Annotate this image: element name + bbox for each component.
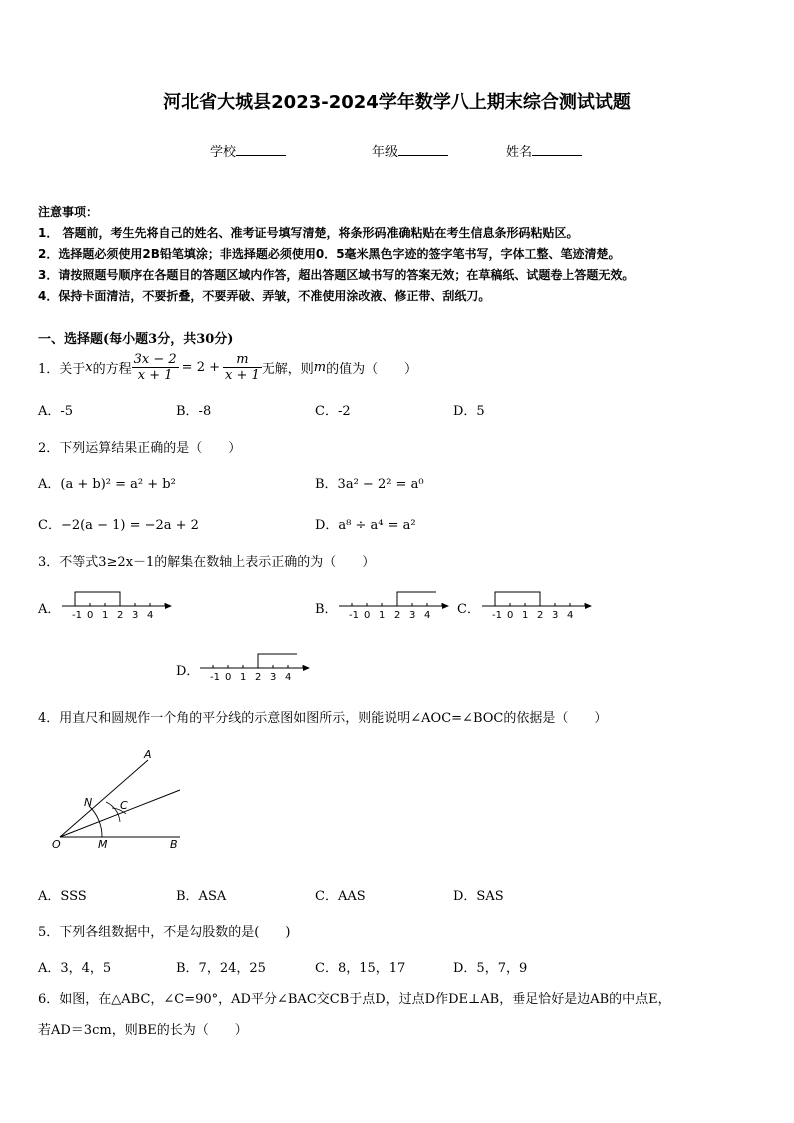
- point-label-m: M: [98, 838, 108, 851]
- name-blank: [532, 143, 582, 156]
- tick-label: 0: [225, 672, 232, 683]
- tick-label: 1: [102, 610, 109, 621]
- q1-prefix: 1．关于: [38, 361, 86, 377]
- solution-bracket: [75, 592, 120, 606]
- q5-option-a: A．3，4，5: [38, 961, 112, 976]
- tick-label: 4: [567, 610, 574, 621]
- tick-label: 4: [285, 672, 292, 683]
- tick-label: 3: [132, 610, 139, 621]
- tick-label: 2: [537, 610, 544, 621]
- note-item: 3．请按照题号顺序在各题目的答题区域内作答，超出答题区域书写的答案无效；在草稿纸、试题卷上答题无效。: [38, 268, 635, 282]
- tick-label: 0: [507, 610, 514, 621]
- arc-from-m: [106, 802, 120, 822]
- q4-angle-bisector-figure: [40, 740, 200, 855]
- q1-fraction-1: [132, 352, 179, 383]
- q4-option-a: A．SSS: [38, 889, 87, 904]
- q4-option-b: B．ASA: [176, 889, 227, 904]
- q3-label-d: D．: [176, 664, 200, 679]
- point-label-b: B: [170, 838, 178, 851]
- point-label-o: O: [52, 838, 61, 851]
- q1-frac2-numerator: m: [223, 352, 262, 368]
- q1-suffix: 无解，则: [261, 361, 314, 377]
- tick-label: 2: [117, 610, 124, 621]
- school-blank: [236, 143, 286, 156]
- section-heading: 一、选择题(每小题3分，共30分): [38, 332, 234, 347]
- q3-number-line-d: [198, 648, 318, 684]
- q3-number-line-b: [337, 586, 457, 622]
- q1-var-m: m: [313, 359, 327, 375]
- grade-blank: [398, 143, 448, 156]
- point-label-a: A: [144, 748, 152, 761]
- q3-label-a: A．: [38, 602, 61, 617]
- tick-label: 1: [379, 610, 386, 621]
- tick-label: 0: [87, 610, 94, 621]
- page-title: 河北省大城县2023-2024学年数学八上期末综合测试试题: [163, 92, 631, 113]
- tick-label: 4: [147, 610, 154, 621]
- tick-label: 3: [409, 610, 416, 621]
- q4-option-c: C．AAS: [315, 889, 366, 904]
- q1-option-c: C．-2: [315, 404, 351, 419]
- point-label-c: C: [120, 799, 128, 812]
- name-label: 姓名: [506, 145, 533, 160]
- solution-bracket: [495, 592, 540, 606]
- axis-arrow: [303, 665, 310, 671]
- tick-label: 2: [394, 610, 401, 621]
- q3-label-b: B．: [315, 602, 338, 617]
- question-1-stem: [38, 348, 417, 386]
- tick-label: 3: [270, 672, 277, 683]
- tick-label: 0: [364, 610, 371, 621]
- q2-option-a: A．(a + b)² = a² + b²: [38, 477, 176, 492]
- note-item: 4．保持卡面清洁，不要折叠，不要弄破、弄皱，不准使用涂改液、修正带、刮纸刀。: [38, 289, 491, 303]
- question-6-line-2: 若AD＝3cm，则BE的长为（ ）: [38, 1023, 248, 1038]
- q2-option-b: B．3a² − 2² = a⁰: [315, 477, 424, 492]
- tick-label: 2: [255, 672, 262, 683]
- q1-frac1-numerator: 3x − 2: [133, 351, 177, 367]
- q1-var-x: x: [85, 359, 93, 375]
- q4-option-d: D．SAS: [453, 889, 504, 904]
- ray-oc: [60, 790, 180, 837]
- q1-option-b: B．-8: [176, 404, 212, 419]
- ray-oa: [60, 760, 148, 837]
- q5-option-c: C．8，15，17: [315, 961, 406, 976]
- solution-bracket: [258, 654, 297, 668]
- q1-option-d: D．5: [453, 404, 485, 419]
- q3-number-line-a: [60, 586, 180, 622]
- question-5-stem: 5．下列各组数据中，不是勾股数的是( ): [38, 925, 291, 940]
- axis-arrow: [165, 603, 172, 609]
- grade-label: 年级: [372, 145, 399, 160]
- tick-label: -1: [72, 610, 82, 621]
- question-2-stem: 2．下列运算结果正确的是（ ）: [38, 441, 242, 456]
- q2-option-d: D．a⁸ ÷ a⁴ = a²: [315, 518, 416, 533]
- axis-arrow: [442, 603, 449, 609]
- tick-label: 4: [424, 610, 431, 621]
- q1-frac1-denominator: x + 1: [137, 367, 173, 383]
- q5-option-d: D．5，7，9: [453, 961, 528, 976]
- q5-option-b: B．7，24，25: [176, 961, 266, 976]
- school-field: [210, 141, 286, 160]
- point-label-n: N: [84, 796, 93, 809]
- question-4-stem: 4．用直尺和圆规作一个角的平分线的示意图如图所示，则能说明∠AOC=∠BOC的依据是（ ）: [38, 711, 608, 726]
- tick-label: 1: [240, 672, 247, 683]
- grade-field: [372, 141, 448, 160]
- q3-label-c: C．: [457, 602, 480, 617]
- axis-arrow: [585, 603, 592, 609]
- q1-equals: = 2 +: [181, 359, 220, 375]
- note-item: 2．选择题必须使用2B铅笔填涂；非选择题必须使用0．5毫米黑色字迹的签字笔书写，字体工整、笔迹清楚。: [38, 247, 621, 261]
- tick-label: -1: [349, 610, 359, 621]
- tick-label: -1: [492, 610, 502, 621]
- solution-bracket: [397, 592, 436, 606]
- q1-mid: 的方程: [92, 361, 132, 377]
- question-6-line-1: 6．如图，在△ABC，∠C=90°，AD平分∠BAC交CB于点D，过点D作DE⊥AB，垂足恰好是边AB的中点E，: [38, 992, 671, 1007]
- name-field: [506, 141, 582, 160]
- q1-option-a: A．-5: [38, 404, 74, 419]
- notes-heading: 注意事项：: [38, 205, 99, 219]
- question-3-stem: 3．不等式3≥2x－1的解集在数轴上表示正确的为（ ）: [38, 555, 376, 570]
- q2-option-c: C．−2(a − 1) = −2a + 2: [38, 518, 199, 533]
- q3-number-line-c: [480, 586, 600, 622]
- q1-frac2-denominator: x + 1: [225, 367, 260, 383]
- q1-tail: 的值为（ ）: [326, 361, 418, 377]
- q1-fraction-2: [223, 352, 262, 383]
- note-item: 1． 答题前，考生先将自己的姓名、准考证号填写清楚，将条形码准确粘贴在考生信息条形码粘贴区。: [38, 226, 579, 240]
- tick-label: 3: [552, 610, 559, 621]
- tick-label: 1: [522, 610, 529, 621]
- school-label: 学校: [210, 145, 237, 160]
- tick-label: -1: [210, 672, 220, 683]
